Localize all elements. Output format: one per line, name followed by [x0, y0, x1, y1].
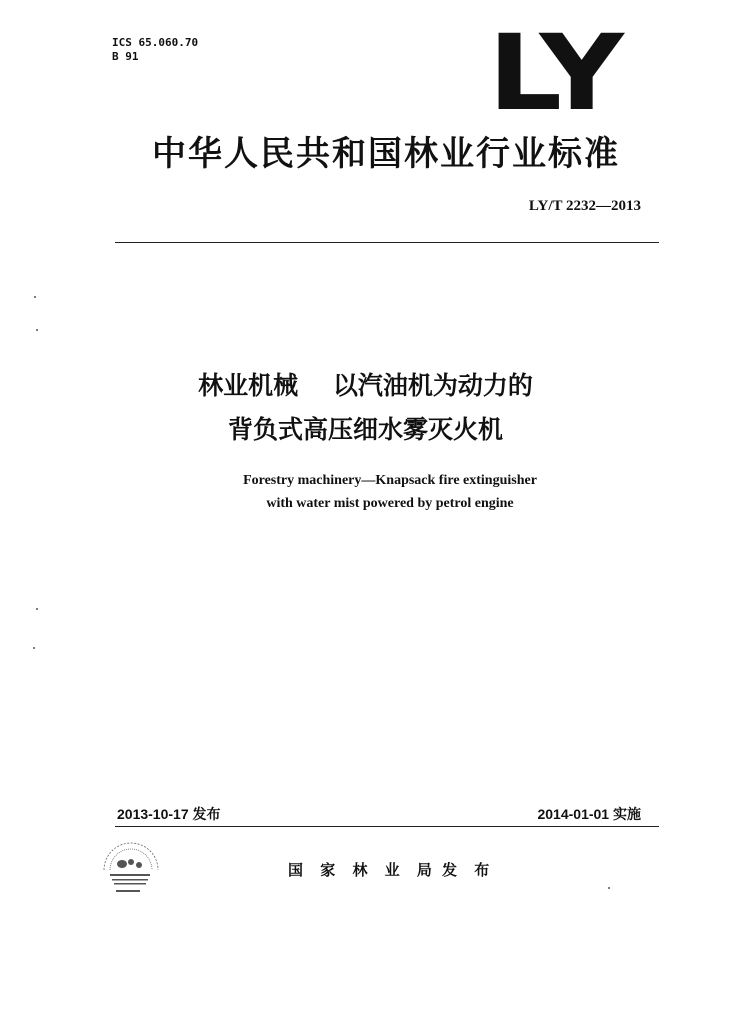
scan-speck	[33, 647, 35, 649]
english-title-line1: Forestry machinery—Knapsack fire extinguisher	[243, 473, 537, 488]
classification-code: B 91	[112, 50, 139, 63]
english-title-line2: with water mist powered by petrol engine	[266, 496, 514, 511]
ics-code: ICS 65.060.70	[112, 36, 199, 49]
standard-number: LY/T 2232—2013	[528, 198, 641, 214]
implementation-date: 2014-01-01 实施	[537, 806, 641, 822]
publisher-name: 国 家 林 业 局	[288, 861, 438, 879]
ly-logo: LY	[487, 12, 619, 134]
standard-category-title: 中华人民共和国林业行业标准	[152, 134, 620, 174]
scan-speck	[34, 296, 36, 298]
publish-label: 发 布	[442, 861, 496, 879]
scan-speck	[36, 608, 38, 610]
issue-date: 2013-10-17 发布	[117, 806, 221, 822]
bottom-divider	[115, 826, 659, 827]
scan-speck	[608, 887, 610, 889]
scan-speck	[36, 329, 38, 331]
chinese-title-line1: 林业机械 以汽油机为动力的	[198, 371, 533, 400]
chinese-title-line2: 背负式高压细水雾灭火机	[227, 415, 503, 444]
publisher-seal-icon	[96, 840, 166, 910]
top-divider	[115, 242, 659, 243]
